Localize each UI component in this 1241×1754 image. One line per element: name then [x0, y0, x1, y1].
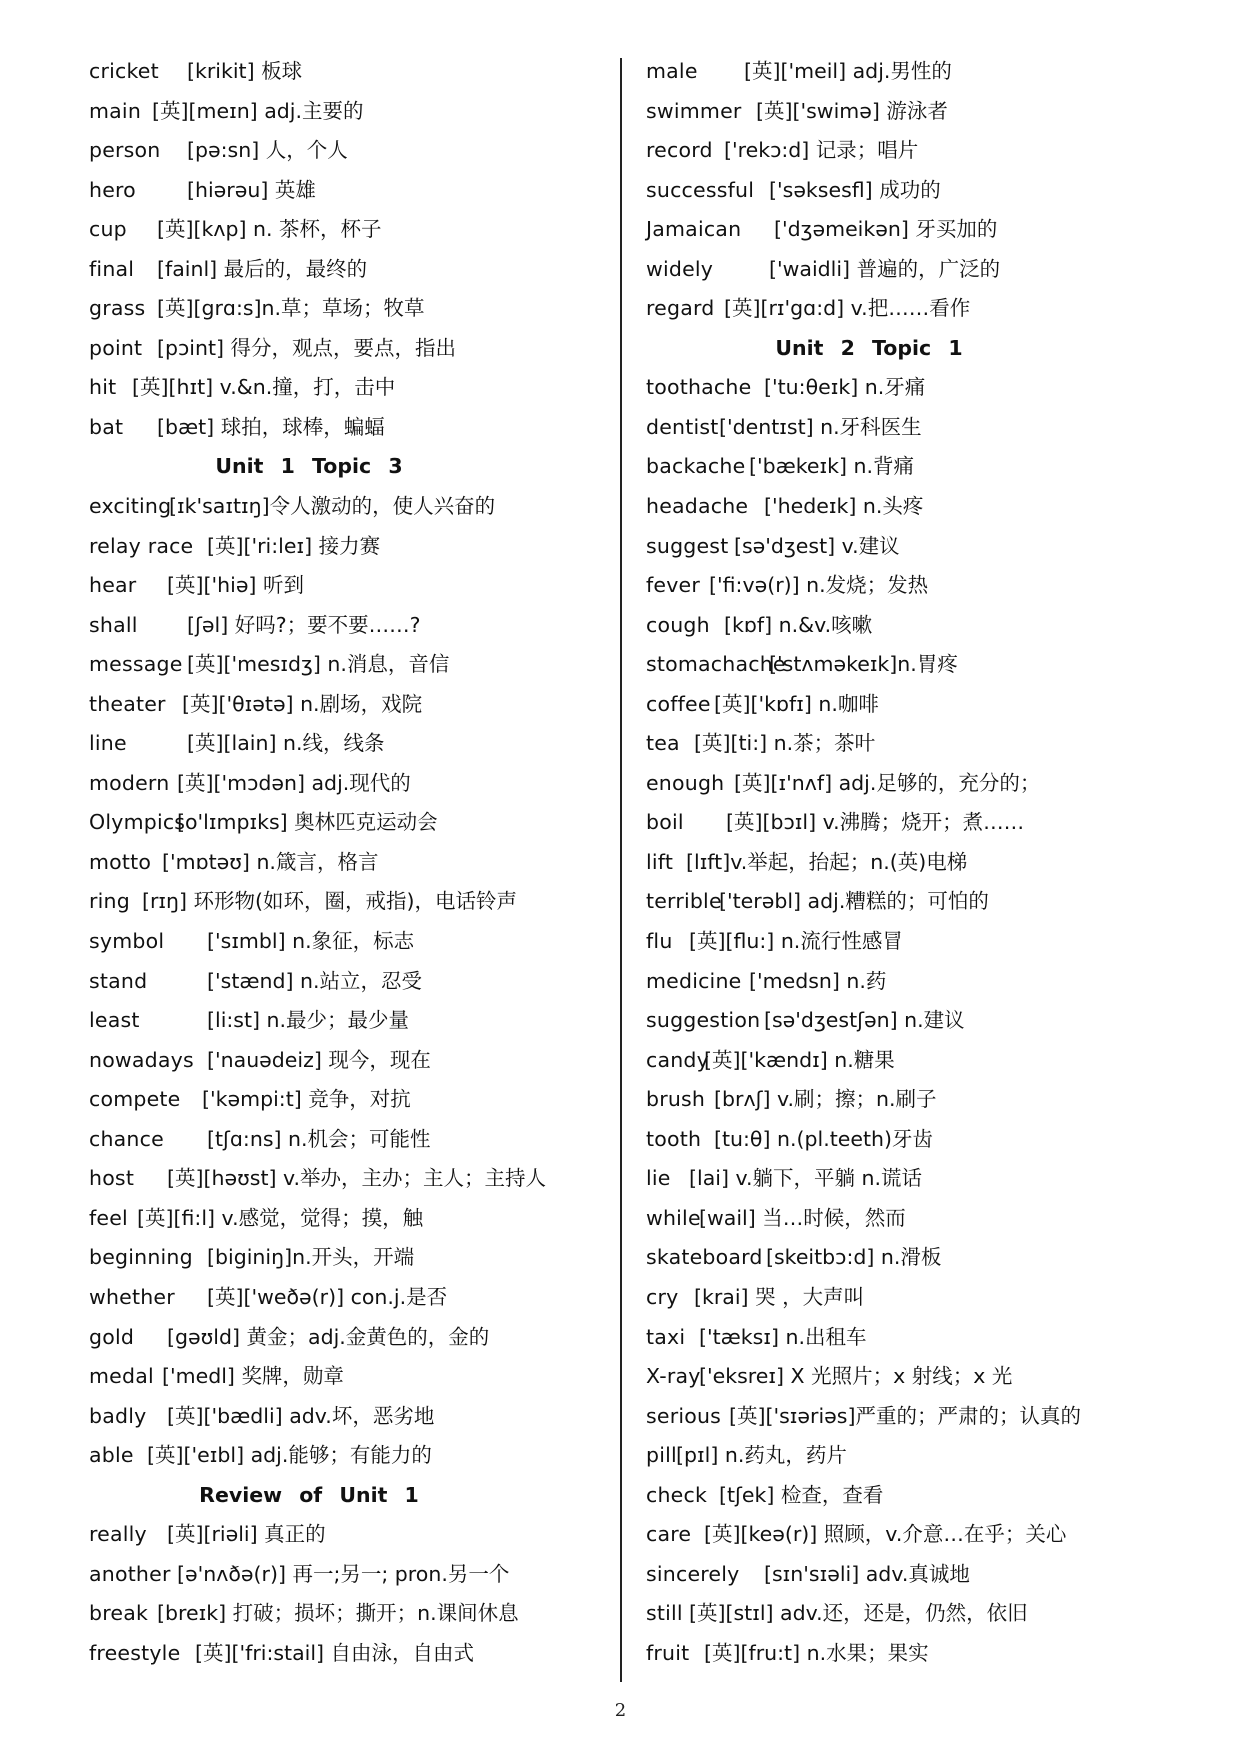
vocabulary-entry	[89, 1397, 609, 1437]
vocabulary-entry	[646, 1001, 1206, 1041]
vocabulary-word: serious	[646, 1403, 722, 1428]
vocabulary-entry	[89, 1238, 609, 1278]
vocabulary-entry	[89, 724, 609, 764]
phonetic-and-definition: [krai] 哭 ，大声叫	[694, 1284, 865, 1309]
vocabulary-word: hear	[89, 573, 137, 598]
phonetic-and-definition: [rɪŋ] 环形物(如环，圈，戒指)，电话铃声	[142, 889, 518, 914]
vocabulary-entry	[89, 1555, 609, 1595]
vocabulary-entry	[89, 250, 609, 290]
vocabulary-entry	[89, 1318, 609, 1358]
vocabulary-entry	[646, 1238, 1206, 1278]
vocabulary-entry	[89, 1041, 609, 1081]
vocabulary-entry	[646, 1199, 1206, 1239]
phonetic-and-definition: [英]['weðə(r)] con.j.是否	[207, 1284, 448, 1309]
phonetic-and-definition: ['tu:θeɪk] n.牙痛	[764, 375, 926, 400]
vocabulary-word: hero	[89, 177, 136, 202]
phonetic-and-definition: [biginiŋ]n.开头，开端	[207, 1245, 415, 1270]
vocabulary-entry	[89, 685, 609, 725]
phonetic-and-definition: ['fi:və(r)] n.发烧；发热	[709, 573, 929, 598]
vocabulary-entry	[646, 1080, 1206, 1120]
vocabulary-entry	[646, 645, 1206, 685]
vocabulary-entry	[89, 1080, 609, 1120]
vocabulary-word: toothache	[646, 375, 752, 400]
vocabulary-word: exciting	[89, 494, 172, 519]
phonetic-and-definition: [英][grɑ:s]n.草；草场；牧草	[157, 296, 425, 321]
phonetic-and-definition: [gəʊld] 黄金；adj.金黄色的，金的	[167, 1324, 490, 1349]
vocabulary-entry	[646, 1357, 1206, 1397]
phonetic-and-definition: [英][ti:] n.茶；茶叶	[694, 731, 876, 756]
phonetic-and-definition: [krikit] 板球	[187, 59, 303, 83]
vocabulary-word: motto	[89, 849, 152, 874]
vocabulary-word: Jamaican	[646, 217, 742, 242]
phonetic-and-definition: [英]['mesɪdʒ] n.消息，音信	[187, 652, 450, 677]
vocabulary-entry	[89, 882, 609, 922]
phonetic-and-definition: [breɪk] 打破；损坏；撕开；n.课间休息	[157, 1601, 519, 1626]
vocabulary-entry	[646, 1278, 1206, 1318]
phonetic-and-definition: [英]['mɔdən] adj.现代的	[177, 770, 411, 795]
vocabulary-entry	[646, 922, 1206, 962]
vocabulary-entry	[89, 1278, 609, 1318]
vocabulary-entry	[646, 1555, 1206, 1595]
phonetic-and-definition: [tʃek] 检查，查看	[719, 1482, 884, 1507]
column-divider	[620, 58, 622, 1682]
vocabulary-entry	[89, 1357, 609, 1397]
vocabulary-entry	[646, 803, 1206, 843]
vocabulary-entry	[646, 289, 1206, 329]
vocabulary-entry	[646, 1159, 1206, 1199]
vocabulary-word: backache	[646, 454, 746, 479]
vocabulary-entry	[89, 1159, 609, 1199]
vocabulary-entry	[646, 1476, 1206, 1516]
phonetic-and-definition: [英]['sɪəriəs]严重的；严肃的；认真的	[729, 1403, 1081, 1428]
phonetic-and-definition: [英][flu:] n.流行性感冒	[689, 929, 903, 954]
vocabulary-entry	[89, 606, 609, 646]
vocabulary-word: gold	[89, 1324, 135, 1349]
phonetic-and-definition: [英][lain] n.线，线条	[187, 731, 385, 756]
vocabulary-word: care	[646, 1522, 692, 1547]
vocabulary-entry	[89, 1199, 609, 1239]
vocabulary-word: hit	[89, 375, 117, 400]
vocabulary-entry	[646, 368, 1206, 408]
vocabulary-word: Olympics	[89, 810, 186, 835]
vocabulary-word: suggestion	[646, 1008, 761, 1033]
vocabulary-entry	[89, 131, 609, 171]
phonetic-and-definition: [li:st] n.最少；最少量	[207, 1008, 410, 1033]
vocabulary-entry	[89, 210, 609, 250]
vocabulary-word: final	[89, 256, 135, 281]
phonetic-and-definition: [brʌʃ] v.刷；擦；n.刷子	[714, 1087, 937, 1112]
vocabulary-entry	[646, 566, 1206, 606]
vocabulary-word: cough	[646, 612, 710, 637]
phonetic-and-definition: [英][keə(r)] 照顾，v.介意…在乎；关心	[704, 1522, 1067, 1547]
phonetic-and-definition: [sɪn'sɪəli] adv.真诚地	[764, 1561, 970, 1586]
vocabulary-entry	[646, 408, 1206, 448]
phonetic-and-definition: [bæt] 球拍，球棒，蝙蝠	[157, 414, 385, 439]
vocabulary-entry	[89, 289, 609, 329]
vocabulary-word: chance	[89, 1126, 164, 1151]
vocabulary-word: compete	[89, 1087, 181, 1112]
vocabulary-word: regard	[646, 296, 715, 321]
phonetic-and-definition: [pə:sn] 人，个人	[187, 138, 348, 163]
vocabulary-entry	[646, 487, 1206, 527]
vocabulary-entry	[646, 1041, 1206, 1081]
phonetic-and-definition: [英]['meil] adj.男性的	[744, 59, 952, 83]
phonetic-and-definition: [tʃɑ:ns] n.机会；可能性	[207, 1126, 431, 1151]
vocabulary-entry	[89, 1634, 609, 1674]
phonetic-and-definition: ['terəbl] adj.糟糕的；可怕的	[719, 889, 989, 914]
vocabulary-entry	[89, 52, 609, 92]
vocabulary-entry	[89, 487, 609, 527]
vocabulary-word: person	[89, 138, 161, 163]
vocabulary-entry	[89, 1594, 609, 1634]
vocabulary-entry	[646, 250, 1206, 290]
phonetic-and-definition: [英][bɔɪl] v.沸腾；烧开；煮……	[726, 810, 1025, 835]
vocabulary-word: freestyle	[89, 1640, 181, 1665]
phonetic-and-definition: [wail] 当…时候，然而	[699, 1205, 906, 1230]
vocabulary-entry	[646, 1634, 1206, 1674]
vocabulary-word: line	[89, 731, 127, 756]
phonetic-and-definition: [英]['θɪətə] n.剧场，戏院	[182, 691, 423, 716]
vocabulary-word: theater	[89, 691, 166, 716]
vocabulary-entry	[89, 92, 609, 132]
vocabulary-entry	[646, 1594, 1206, 1634]
vocabulary-word: ring	[89, 889, 130, 914]
vocabulary-word: record	[646, 138, 713, 163]
vocabulary-entry	[89, 962, 609, 1002]
vocabulary-word: cry	[646, 1284, 679, 1309]
phonetic-and-definition: [ʃəl] 好吗?；要不要……?	[187, 612, 421, 637]
vocabulary-entry	[646, 962, 1206, 1002]
phonetic-and-definition: ['səksesfl] 成功的	[769, 177, 941, 202]
phonetic-and-definition: [英]['ri:leɪ] 接力赛	[207, 533, 381, 558]
vocabulary-word: grass	[89, 296, 146, 321]
vocabulary-word: tea	[646, 731, 680, 756]
phonetic-and-definition: [英]['bædli] adv.坏，恶劣地	[167, 1403, 435, 1428]
vocabulary-entry	[646, 1120, 1206, 1160]
vocabulary-entry	[646, 92, 1206, 132]
vocabulary-entry	[89, 329, 609, 369]
phonetic-and-definition: [英][meɪn] adj.主要的	[152, 98, 364, 123]
phonetic-and-definition: [ə'nʌðə(r)] 再一;另一; pron.另一个	[177, 1561, 510, 1586]
vocabulary-word: enough	[646, 770, 725, 795]
vocabulary-word: main	[89, 98, 142, 123]
phonetic-and-definition: [lai] v.躺下，平躺 n.谎话	[689, 1166, 923, 1191]
phonetic-and-definition: [英][fru:t] n.水果；果实	[704, 1640, 929, 1665]
vocabulary-word: X-ray	[646, 1364, 701, 1389]
phonetic-and-definition: [fainl] 最后的，最终的	[157, 256, 368, 281]
phonetic-and-definition: [英]['hiə] 听到	[167, 573, 304, 598]
phonetic-and-definition: [lɪft]v.举起，抬起；n.(英)电梯	[686, 849, 968, 874]
vocabulary-word: beginning	[89, 1245, 193, 1270]
phonetic-and-definition: ['bækeɪk] n.背痛	[749, 454, 915, 479]
vocabulary-word: nowadays	[89, 1047, 194, 1072]
phonetic-and-definition: [skeitbɔ:d] n.滑板	[766, 1245, 942, 1270]
vocabulary-word: break	[89, 1601, 149, 1626]
vocabulary-word: fruit	[646, 1640, 690, 1665]
vocabulary-word: widely	[646, 256, 714, 281]
vocabulary-word: shall	[89, 612, 138, 637]
vocabulary-word: check	[646, 1482, 708, 1507]
phonetic-and-definition: [英][kʌp] n. 茶杯，杯子	[157, 217, 382, 242]
phonetic-and-definition: ['medsn] n.药	[749, 968, 887, 993]
vocabulary-entry	[89, 764, 609, 804]
vocabulary-word: whether	[89, 1284, 175, 1309]
phonetic-and-definition: [pɪl] n.药丸，药片	[676, 1443, 847, 1468]
vocabulary-entry	[89, 527, 609, 567]
phonetic-and-definition: [o'lɪmpɪks] 奥林匹克运动会	[177, 810, 438, 835]
section-heading: Unit 1 Topic 3	[215, 454, 403, 479]
phonetic-and-definition: ['hedeɪk] n.头疼	[764, 494, 924, 519]
vocabulary-entry	[89, 843, 609, 883]
vocabulary-word: cup	[89, 217, 127, 242]
vocabulary-entry	[646, 843, 1206, 883]
vocabulary-word: medicine	[646, 968, 742, 993]
phonetic-and-definition: [英][fi:l] v.感觉，觉得；摸，触	[137, 1205, 424, 1230]
vocabulary-entry	[646, 447, 1206, 487]
vocabulary-entry	[646, 882, 1206, 922]
phonetic-and-definition: [英][həʊst] v.举办，主办；主人；主持人	[167, 1166, 547, 1191]
vocabulary-word: still	[646, 1601, 683, 1626]
phonetic-and-definition: [英]['eɪbl] adj.能够；有能力的	[147, 1443, 432, 1468]
section-heading: Review of Unit 1	[199, 1482, 419, 1507]
vocabulary-word: cricket	[89, 59, 159, 83]
phonetic-and-definition: [英]['fri:stail] 自由泳，自由式	[195, 1640, 475, 1665]
vocabulary-entry	[89, 922, 609, 962]
vocabulary-word: stand	[89, 968, 148, 993]
vocabulary-entry	[646, 685, 1206, 725]
vocabulary-word: symbol	[89, 929, 165, 954]
phonetic-and-definition: ['kəmpi:t] 竞争，对抗	[202, 1087, 411, 1112]
vocabulary-entry	[89, 1515, 609, 1555]
phonetic-and-definition: ['nauədeiz] 现今，现在	[207, 1047, 431, 1072]
vocabulary-word: medal	[89, 1364, 154, 1389]
phonetic-and-definition: ['waidli] 普遍的，广泛的	[769, 256, 1001, 281]
vocabulary-word: host	[89, 1166, 135, 1191]
vocabulary-word: skateboard	[646, 1245, 763, 1270]
vocabulary-entry	[89, 566, 609, 606]
vocabulary-entry	[646, 1318, 1206, 1358]
vocabulary-word: male	[646, 59, 698, 83]
vocabulary-word: another	[89, 1561, 171, 1586]
vocabulary-word: headache	[646, 494, 749, 519]
vocabulary-entry	[646, 171, 1206, 211]
phonetic-and-definition: [英][rɪ'gɑ:d] v.把……看作	[724, 296, 971, 321]
vocabulary-word: badly	[89, 1403, 147, 1428]
vocabulary-word: taxi	[646, 1324, 686, 1349]
vocabulary-entry	[89, 171, 609, 211]
vocabulary-word: sincerely	[646, 1561, 740, 1586]
vocabulary-entry	[646, 724, 1206, 764]
vocabulary-word: stomachache	[646, 652, 786, 677]
phonetic-and-definition: ['rekɔ:d] 记录；唱片	[724, 138, 919, 163]
phonetic-and-definition: [tu:θ] n.(pl.teeth)牙齿	[714, 1126, 934, 1151]
vocabulary-word: lift	[646, 849, 674, 874]
vocabulary-word: modern	[89, 770, 170, 795]
phonetic-and-definition: [英][hɪt] v.&n.撞，打，击中	[132, 375, 396, 400]
vocabulary-entry	[646, 764, 1206, 804]
phonetic-and-definition: ['stænd] n.站立，忍受	[207, 968, 423, 993]
phonetic-and-definition: [pɔint] 得分，观点，要点，指出	[157, 335, 457, 360]
phonetic-and-definition: [英]['kɒfɪ] n.咖啡	[714, 691, 879, 716]
phonetic-and-definition: ['dentɪst] n.牙科医生	[719, 414, 922, 439]
vocabulary-word: swimmer	[646, 98, 742, 123]
vocabulary-word: lie	[646, 1166, 671, 1191]
phonetic-and-definition: [kɒf] n.&v.咳嗽	[724, 612, 873, 637]
phonetic-and-definition: ['eksreɪ] X 光照片；x 射线；x 光	[699, 1364, 1013, 1389]
vocabulary-word: dentist	[646, 414, 719, 439]
vocabulary-entry	[89, 1120, 609, 1160]
vocabulary-entry	[646, 131, 1206, 171]
phonetic-and-definition: ['medl] 奖牌，勋章	[162, 1364, 344, 1389]
vocabulary-word: candy	[646, 1047, 709, 1072]
vocabulary-word: boil	[646, 810, 684, 835]
vocabulary-word: point	[89, 335, 143, 360]
vocabulary-word: tooth	[646, 1126, 702, 1151]
phonetic-and-definition: ['tæksɪ] n.出租车	[699, 1324, 867, 1349]
phonetic-and-definition: [英][riəli] 真正的	[167, 1522, 326, 1547]
vocabulary-word: able	[89, 1443, 134, 1468]
vocabulary-word: least	[89, 1008, 140, 1033]
phonetic-and-definition: [sə'dʒestʃən] n.建议	[764, 1008, 965, 1033]
phonetic-and-definition: [英][stɪl] adv.还，还是，仍然，依旧	[689, 1601, 1028, 1626]
section-heading: Unit 2 Topic 1	[775, 335, 963, 360]
vocabulary-word: successful	[646, 177, 755, 202]
vocabulary-entry	[89, 408, 609, 448]
vocabulary-word: flu	[646, 929, 673, 954]
vocabulary-word: coffee	[646, 691, 711, 716]
phonetic-and-definition: ['mɒtəʊ] n.箴言，格言	[162, 849, 379, 874]
right-vocabulary-column	[646, 52, 1206, 1673]
vocabulary-entry	[89, 803, 609, 843]
phonetic-and-definition: [hiərəu] 英雄	[187, 177, 316, 202]
vocabulary-entry	[646, 52, 1206, 92]
vocabulary-word: while	[646, 1205, 701, 1230]
phonetic-and-definition: [英]['swimə] 游泳者	[756, 98, 948, 123]
phonetic-and-definition: [ɪk'saɪtɪŋ]令人激动的，使人兴奋的	[169, 494, 496, 519]
vocabulary-word: suggest	[646, 533, 729, 558]
phonetic-and-definition: [英][ɪ'nʌf] adj.足够的，充分的；	[734, 770, 1041, 795]
vocabulary-word: bat	[89, 414, 124, 439]
left-vocabulary-column	[89, 52, 609, 1673]
page-number: 2	[614, 1700, 627, 1721]
vocabulary-entry	[646, 210, 1206, 250]
vocabulary-word: relay race	[89, 533, 194, 558]
vocabulary-word: really	[89, 1522, 147, 1547]
vocabulary-entry	[89, 645, 609, 685]
vocabulary-entry	[646, 1436, 1206, 1476]
vocabulary-word: fever	[646, 573, 701, 598]
phonetic-and-definition: ['dʒəmeikən] 牙买加的	[774, 217, 998, 242]
phonetic-and-definition: [英]['kændɪ] n.糖果	[704, 1047, 895, 1072]
phonetic-and-definition: [sə'dʒest] v.建议	[734, 533, 900, 558]
phonetic-and-definition: ['stʌməkeɪk]n.胃疼	[769, 652, 958, 677]
phonetic-and-definition: ['sɪmbl] n.象征，标志	[207, 929, 415, 954]
vocabulary-entry	[646, 606, 1206, 646]
vocabulary-entry	[89, 368, 609, 408]
vocabulary-entry	[646, 1515, 1206, 1555]
vocabulary-word: pill	[646, 1443, 677, 1468]
vocabulary-entry	[89, 1436, 609, 1476]
vocabulary-word: message	[89, 652, 183, 677]
vocabulary-entry	[646, 527, 1206, 567]
vocabulary-entry	[89, 1001, 609, 1041]
vocabulary-word: terrible	[646, 889, 722, 914]
vocabulary-word: brush	[646, 1087, 706, 1112]
vocabulary-word: feel	[89, 1205, 128, 1230]
vocabulary-entry	[646, 1397, 1206, 1437]
